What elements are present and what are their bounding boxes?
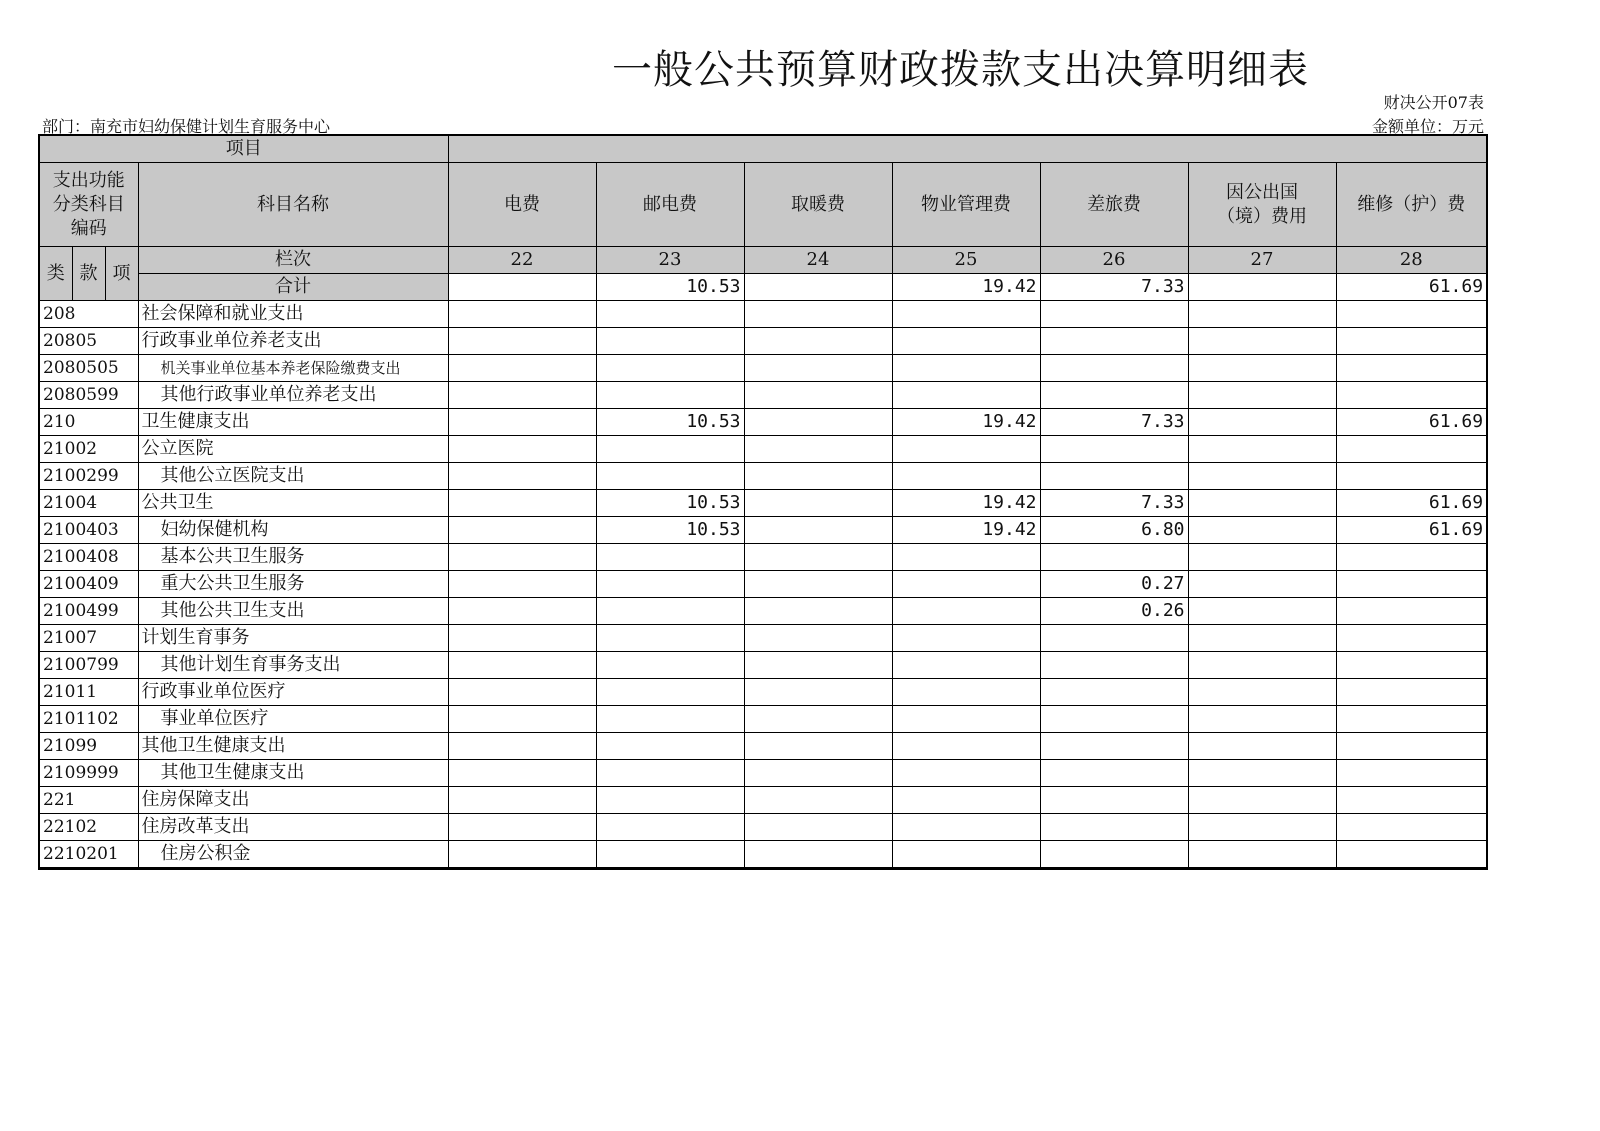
row-value [1336,436,1487,463]
row-value: 10.53 [596,490,744,517]
row-value [596,355,744,382]
header-xiang: 项 [105,247,138,301]
row-value: 19.42 [892,490,1040,517]
row-value [1336,814,1487,841]
row-value [448,382,596,409]
row-code: 208 [39,301,138,328]
row-value [1336,544,1487,571]
table-row [39,409,1487,436]
table-row [39,301,1487,328]
row-code: 2100499 [39,598,138,625]
row-value [892,841,1040,869]
col-no-5: 27 [1188,247,1336,274]
col-no-4: 26 [1040,247,1188,274]
row-name: 住房改革支出 [138,814,448,841]
row-value [1040,436,1188,463]
row-value [744,598,892,625]
row-code: 2080599 [39,382,138,409]
row-value [596,787,744,814]
row-value [892,787,1040,814]
row-value [892,436,1040,463]
row-code: 2100408 [39,544,138,571]
row-value [744,490,892,517]
header-col-0: 电费 [448,163,596,247]
table-row [39,436,1487,463]
row-value: 19.42 [892,517,1040,544]
row-code: 2100299 [39,463,138,490]
table-row [39,490,1487,517]
row-value [1336,571,1487,598]
col-no-1: 23 [596,247,744,274]
row-name: 社会保障和就业支出 [138,301,448,328]
row-value [892,463,1040,490]
row-value [448,679,596,706]
row-value [1040,301,1188,328]
row-value [448,490,596,517]
row-name: 其他计划生育事务支出 [138,652,448,679]
row-value [744,787,892,814]
row-value [892,652,1040,679]
row-value [596,652,744,679]
table-row [39,571,1487,598]
row-value: 19.42 [892,409,1040,436]
total-cell: 19.42 [892,274,1040,301]
header-col-6: 维修（护）费 [1336,163,1487,247]
total-cell: 10.53 [596,274,744,301]
row-value: 0.27 [1040,571,1188,598]
header-lei: 类 [39,247,72,301]
row-name: 其他卫生健康支出 [138,760,448,787]
row-value [1188,841,1336,869]
row-name: 住房保障支出 [138,787,448,814]
row-code: 221 [39,787,138,814]
row-name: 住房公积金 [138,841,448,869]
row-code: 2100799 [39,652,138,679]
row-value [892,625,1040,652]
row-value [1188,490,1336,517]
header-col-3: 物业管理费 [892,163,1040,247]
table-row [39,760,1487,787]
row-value [1188,571,1336,598]
row-value [1040,355,1188,382]
total-cell: 61.69 [1336,274,1487,301]
row-name: 行政事业单位医疗 [138,679,448,706]
row-value [1188,301,1336,328]
row-value [1336,355,1487,382]
row-value [596,571,744,598]
row-value [1040,328,1188,355]
row-value [892,382,1040,409]
row-name: 公立医院 [138,436,448,463]
row-value [596,328,744,355]
row-code: 21007 [39,625,138,652]
total-cell: 7.33 [1040,274,1188,301]
row-value [744,679,892,706]
row-value [892,301,1040,328]
row-value [1040,841,1188,869]
row-value [448,436,596,463]
header-kuan: 款 [72,247,105,301]
row-value [744,463,892,490]
header-col-2: 取暖费 [744,163,892,247]
row-value [448,841,596,869]
row-value [1188,679,1336,706]
row-value [448,652,596,679]
row-value [744,733,892,760]
table-row [39,382,1487,409]
total-cell [1188,274,1336,301]
row-value [1188,409,1336,436]
header-code: 支出功能分类科目编码 [39,163,138,247]
row-code: 2100409 [39,571,138,598]
row-value [744,328,892,355]
row-value [1040,733,1188,760]
row-value [892,544,1040,571]
row-value [744,301,892,328]
header-row-index: 栏次 [138,247,448,274]
row-value [1188,598,1336,625]
row-value [596,463,744,490]
row-code: 2100403 [39,517,138,544]
department-label: 部门：南充市妇幼保健计划生育服务中心 [42,117,331,136]
row-value [596,733,744,760]
row-name: 机关事业单位基本养老保险缴费支出 [138,355,448,382]
table-row [39,787,1487,814]
row-value [448,814,596,841]
row-name: 卫生健康支出 [138,409,448,436]
row-value: 61.69 [1336,517,1487,544]
row-value [1336,760,1487,787]
row-code: 2101102 [39,706,138,733]
row-value [744,436,892,463]
table-row [39,517,1487,544]
row-value [448,571,596,598]
row-value [1188,787,1336,814]
row-value [744,544,892,571]
row-value [744,841,892,869]
row-value [596,598,744,625]
row-value [596,841,744,869]
row-value [892,814,1040,841]
row-code: 2080505 [39,355,138,382]
row-value [892,760,1040,787]
row-value [1188,814,1336,841]
unit-label: 金额单位：万元 [1371,117,1484,136]
row-value [448,598,596,625]
table-row [39,679,1487,706]
row-code: 21099 [39,733,138,760]
row-value: 61.69 [1336,409,1487,436]
row-value: 7.33 [1040,490,1188,517]
row-value [448,760,596,787]
col-no-6: 28 [1336,247,1487,274]
header-subject-name: 科目名称 [138,163,448,247]
row-name: 计划生育事务 [138,625,448,652]
table-row [39,544,1487,571]
row-value [744,652,892,679]
row-value [448,328,596,355]
row-value [448,355,596,382]
row-name: 事业单位医疗 [138,706,448,733]
total-label: 合计 [138,274,448,301]
row-value [1336,625,1487,652]
header-col-4: 差旅费 [1040,163,1188,247]
row-value [448,733,596,760]
row-code: 22102 [39,814,138,841]
table-row [39,706,1487,733]
row-value [1188,382,1336,409]
row-name: 其他行政事业单位养老支出 [138,382,448,409]
row-value [1188,436,1336,463]
row-value: 6.80 [1040,517,1188,544]
row-value: 61.69 [1336,490,1487,517]
row-name: 妇幼保健机构 [138,517,448,544]
row-value: 10.53 [596,517,744,544]
row-value [1336,841,1487,869]
row-value [744,355,892,382]
row-code: 2109999 [39,760,138,787]
row-name: 其他卫生健康支出 [138,733,448,760]
row-name: 基本公共卫生服务 [138,544,448,571]
row-value [1188,625,1336,652]
row-value [744,409,892,436]
row-value [1188,544,1336,571]
row-value [892,598,1040,625]
row-value [1040,544,1188,571]
row-value [1188,760,1336,787]
row-value [1040,652,1188,679]
table-row [39,733,1487,760]
row-code: 20805 [39,328,138,355]
row-value [1336,382,1487,409]
header-col-5: 因公出国（境）费用 [1188,163,1336,247]
row-value [744,814,892,841]
row-value [744,706,892,733]
row-value [1336,679,1487,706]
row-value [596,544,744,571]
row-value [744,517,892,544]
col-no-0: 22 [448,247,596,274]
row-value [596,625,744,652]
row-code: 210 [39,409,138,436]
row-value [448,517,596,544]
col-no-2: 24 [744,247,892,274]
header-project-spacer [448,135,1487,163]
row-code: 2210201 [39,841,138,869]
total-cell [448,274,596,301]
row-value [1336,598,1487,625]
row-value [596,760,744,787]
row-value [744,625,892,652]
table-row [39,652,1487,679]
row-value [1336,787,1487,814]
table-row [39,355,1487,382]
row-name: 其他公共卫生支出 [138,598,448,625]
header-project: 项目 [39,135,448,163]
row-value [448,544,596,571]
row-value [892,571,1040,598]
row-value [448,787,596,814]
row-name: 行政事业单位养老支出 [138,328,448,355]
form-code: 财决公开07表 [1383,93,1484,112]
row-value [744,382,892,409]
row-value [448,625,596,652]
row-code: 21002 [39,436,138,463]
table-row [39,814,1487,841]
row-value [1188,517,1336,544]
row-value [596,814,744,841]
header-col-1: 邮电费 [596,163,744,247]
row-value [448,301,596,328]
row-value [448,706,596,733]
row-value [1188,328,1336,355]
row-value [1040,706,1188,733]
row-value [1040,463,1188,490]
row-value [1040,787,1188,814]
row-value [1040,625,1188,652]
row-name: 重大公共卫生服务 [138,571,448,598]
row-value [892,733,1040,760]
row-value [1040,814,1188,841]
row-value [1336,463,1487,490]
row-value [1336,652,1487,679]
col-no-3: 25 [892,247,1040,274]
row-value: 10.53 [596,409,744,436]
row-value [892,355,1040,382]
row-value [892,679,1040,706]
row-value: 7.33 [1040,409,1188,436]
total-cell [744,274,892,301]
table-row [39,625,1487,652]
row-value [596,382,744,409]
page-title: 一般公共预算财政拨款支出决算明细表 [612,47,1309,93]
row-value [1188,652,1336,679]
row-value [1040,679,1188,706]
row-value [1188,463,1336,490]
row-value: 0.26 [1040,598,1188,625]
row-value [448,409,596,436]
row-value [892,328,1040,355]
row-value [1040,382,1188,409]
row-value [1336,328,1487,355]
row-name: 其他公立医院支出 [138,463,448,490]
row-value [1336,733,1487,760]
table-row [39,841,1487,869]
row-value [892,706,1040,733]
row-name: 公共卫生 [138,490,448,517]
row-code: 21004 [39,490,138,517]
row-value [1336,706,1487,733]
row-value [1188,355,1336,382]
row-value [1188,706,1336,733]
row-value [744,571,892,598]
row-value [596,679,744,706]
row-code: 21011 [39,679,138,706]
row-value [596,706,744,733]
row-value [596,301,744,328]
row-value [1040,760,1188,787]
row-value [1336,301,1487,328]
table-row [39,598,1487,625]
budget-table [38,134,1488,870]
table-row [39,328,1487,355]
table-row [39,463,1487,490]
row-value [448,463,596,490]
row-value [1188,733,1336,760]
row-value [596,436,744,463]
row-value [744,760,892,787]
